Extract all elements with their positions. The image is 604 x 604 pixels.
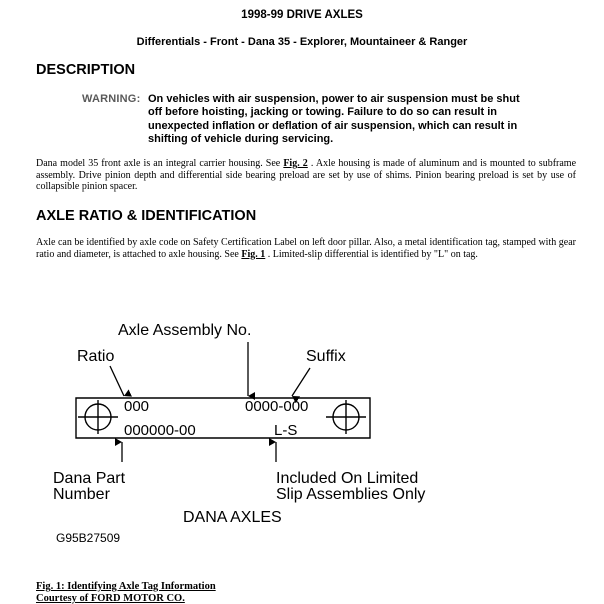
tag-ratio-value: 000 [124, 398, 150, 415]
page-title: 1998-99 DRIVE AXLES [241, 9, 363, 21]
paragraph-text: Axle can be identified by axle code on Safety Certification Label on left door pillar. Also, a metal identification tag, stamped with gear ratio and diameter, is attached to axle housing. See [36, 237, 576, 260]
figure-code: G95B27509 [56, 531, 121, 545]
warning-line: unexpected inflation or deflation of air suspension, which can result in [148, 119, 518, 132]
warning-line: shifting of vehicle during servicing. [148, 133, 334, 146]
paragraph-text: . Limited-slip differential is identified by "L" on tag. [265, 248, 478, 260]
tag-ls-value: L-S [274, 422, 298, 439]
warning-line: On vehicles with air suspension, power to air suspension must be shut [148, 93, 520, 105]
page-subtitle: Differentials - Front - Dana 35 - Explorer, Mountaineer & Ranger [136, 36, 468, 48]
limited-slip-label: Slip Assemblies Only [276, 486, 426, 503]
tag-assembly-value: 0000-000 [245, 398, 309, 415]
suffix-arrow [292, 368, 310, 396]
axle-tag-diagram [0, 300, 604, 560]
axle-ratio-paragraph [36, 237, 576, 260]
dana-part-label: Number [53, 486, 110, 503]
paragraph-text: Dana model 35 front axle is an integral carrier housing. See [36, 158, 284, 169]
paragraph-text: . Axle housing is made of aluminum and is mounted to subframe assembly. Drive pinion depth and differential side bearing preload are set by use of shims. Pinion bearing preload is set by use of collapsible pinion spacer. [36, 158, 577, 193]
courtesy-caption: Courtesy of FORD MOTOR CO. [36, 593, 185, 604]
axle-assembly-label: Axle Assembly No. [118, 322, 252, 339]
figure-2-link[interactable]: Fig. 2 [283, 158, 308, 169]
suffix-label: Suffix [306, 348, 346, 365]
ratio-label: Ratio [77, 348, 115, 365]
warning-label: WARNING: [82, 93, 141, 105]
figure-1-link[interactable]: Fig. 1 [241, 248, 266, 260]
ratio-arrow [110, 366, 124, 396]
warning-text [148, 93, 568, 147]
left-mounting-hole-icon [78, 400, 118, 434]
axle-tag-outline [76, 398, 370, 438]
limited-slip-label: Included On Limited [276, 470, 419, 487]
tag-part-value: 000000-00 [124, 422, 196, 439]
figure-caption: Fig. 1: Identifying Axle Tag Information [36, 581, 216, 592]
right-mounting-hole-icon [326, 400, 366, 434]
description-paragraph [36, 158, 576, 193]
description-heading: DESCRIPTION [36, 62, 136, 78]
warning-line: off before hoisting, jacking or towing. Failure to do so can result in [148, 106, 497, 119]
axle-ratio-heading: AXLE RATIO & IDENTIFICATION [36, 208, 257, 224]
dana-part-label: Dana Part [53, 470, 126, 487]
dana-axles-label: DANA AXLES [183, 509, 282, 526]
